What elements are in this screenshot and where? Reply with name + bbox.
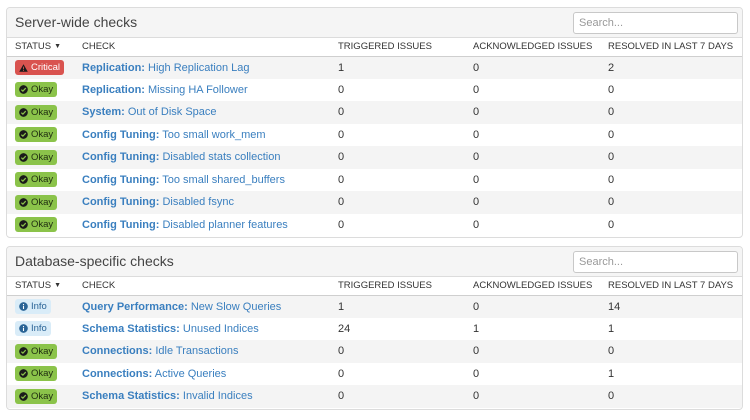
status-label: Okay [31,106,54,118]
check-category: Schema Statistics: [82,322,180,335]
caret-down-icon: ▼ [54,43,62,51]
table-row [7,146,743,169]
status-badge [15,172,57,187]
check-cell [82,169,338,192]
status-cell [7,56,82,79]
check-category: Config Tuning: [82,173,160,186]
column-header-resolved[interactable]: RESOLVED IN LAST 7 DAYS [608,277,743,295]
status-badge [15,344,57,359]
check-link[interactable] [82,106,217,118]
triggered-issues-cell: 24 [338,318,473,341]
check-cell [82,191,338,214]
status-cell [7,385,82,408]
column-header-triggered[interactable]: TRIGGERED ISSUES [338,277,473,295]
table-header-row [7,277,743,295]
check-link[interactable] [82,323,259,335]
resolved-issues-cell: 1 [608,318,743,341]
check-circle-icon [19,108,31,117]
check-name: Too small shared_buffers [162,173,285,186]
acknowledged-issues-cell: 0 [473,191,608,214]
status-badge [15,217,57,232]
resolved-issues-cell: 0 [608,340,743,363]
table-row [7,169,743,192]
resolved-issues-cell: 0 [608,124,743,147]
table-row [7,340,743,363]
column-header-status[interactable] [7,38,82,56]
table-row [7,124,743,147]
status-cell [7,295,82,318]
resolved-issues-cell: 0 [608,79,743,102]
resolved-issues-cell: 0 [608,385,743,408]
acknowledged-issues-cell: 0 [473,363,608,386]
check-category: Config Tuning: [82,151,160,164]
status-badge [15,321,51,336]
status-label: Info [31,301,47,312]
table-row [7,363,743,386]
check-link[interactable] [82,62,250,74]
check-name: Disabled fsync [162,196,234,209]
check-circle-icon [19,153,31,162]
triggered-issues-cell: 0 [338,79,473,102]
column-header-check[interactable]: CHECK [82,277,338,295]
panel-title: Server-wide checks [15,14,138,30]
search-input[interactable] [573,12,738,34]
check-name: Active Queries [154,367,227,380]
status-badge [15,150,57,165]
acknowledged-issues-cell: 0 [473,340,608,363]
check-category: Config Tuning: [82,128,160,141]
status-label: Okay [31,129,54,141]
status-cell [7,214,82,237]
search-input[interactable] [573,251,738,273]
status-label: Info [31,323,47,335]
check-cell [82,56,338,79]
status-badge [15,60,64,75]
status-label: Okay [31,345,54,357]
status-cell [7,363,82,386]
status-label: Okay [31,390,54,402]
check-category: Schema Statistics: [82,390,180,403]
check-category: Replication: [82,61,145,74]
check-category: Connections: [82,345,153,358]
resolved-issues-cell: 0 [608,169,743,192]
table-row [7,101,743,124]
triggered-issues-cell: 1 [338,295,473,318]
check-circle-icon [19,85,31,94]
column-header-status[interactable] [7,277,82,295]
check-name: Too small work_mem [162,128,266,141]
table-row [7,214,743,237]
column-header-check[interactable]: CHECK [82,38,338,56]
status-cell [7,101,82,124]
check-name: Unused Indices [182,322,259,335]
table-row [7,385,743,408]
check-category: Config Tuning: [82,196,160,209]
check-cell [82,101,338,124]
database-specific-checks-panel [6,246,743,410]
resolved-issues-cell: 1 [608,363,743,386]
acknowledged-issues-cell: 1 [473,318,608,341]
warning-triangle-icon [19,64,31,72]
status-label: Critical [31,62,61,73]
info-circle-icon [19,302,31,311]
status-label: Okay [31,196,54,208]
status-cell [7,79,82,102]
check-category: Config Tuning: [82,218,160,231]
column-header-triggered[interactable]: TRIGGERED ISSUES [338,38,473,56]
acknowledged-issues-cell: 0 [473,295,608,318]
table-header-row [7,38,743,56]
check-link[interactable] [82,174,285,186]
status-cell [7,318,82,341]
check-category: Replication: [82,83,145,96]
check-link[interactable] [82,151,280,163]
triggered-issues-cell: 0 [338,101,473,124]
status-label: Okay [31,151,54,163]
table-row [7,295,743,318]
check-cell [82,79,338,102]
status-cell [7,169,82,192]
triggered-issues-cell: 0 [338,340,473,363]
triggered-issues-cell: 1 [338,56,473,79]
checks-table [7,277,743,408]
table-row [7,79,743,102]
column-header-label: STATUS [15,41,52,53]
check-link[interactable] [82,368,226,380]
check-name: Disabled stats collection [162,151,281,164]
triggered-issues-cell: 0 [338,124,473,147]
status-badge [15,299,51,314]
check-name: Invalid Indices [182,390,253,403]
triggered-issues-cell: 0 [338,385,473,408]
status-label: Okay [31,219,54,231]
check-link[interactable] [82,129,266,141]
resolved-issues-cell: 0 [608,191,743,214]
table-row [7,318,743,341]
triggered-issues-cell: 0 [338,214,473,237]
status-label: Okay [31,174,54,186]
acknowledged-issues-cell: 0 [473,214,608,237]
check-cell [82,295,338,318]
status-badge [15,105,57,120]
check-link[interactable] [82,196,234,208]
acknowledged-issues-cell: 0 [473,124,608,147]
check-link[interactable] [82,84,248,96]
check-name: Missing HA Follower [148,83,248,96]
check-cell [82,214,338,237]
check-name: New Slow Queries [190,300,282,313]
status-cell [7,191,82,214]
acknowledged-issues-cell: 0 [473,56,608,79]
check-cell [82,146,338,169]
resolved-issues-cell: 14 [608,295,743,318]
check-cell [82,318,338,341]
resolved-issues-cell: 0 [608,101,743,124]
check-circle-icon [19,347,31,356]
status-badge [15,127,57,142]
check-circle-icon [19,130,31,139]
acknowledged-issues-cell: 0 [473,385,608,408]
resolved-issues-cell: 2 [608,56,743,79]
acknowledged-issues-cell: 0 [473,101,608,124]
status-badge [15,366,57,381]
check-circle-icon [19,392,31,401]
status-cell [7,146,82,169]
check-link[interactable] [82,345,239,357]
acknowledged-issues-cell: 0 [473,79,608,102]
check-cell [82,363,338,386]
panel-title: Database-specific checks [15,253,174,269]
triggered-issues-cell: 0 [338,146,473,169]
check-category: Connections: [82,367,153,380]
check-circle-icon [19,220,31,229]
column-header-resolved[interactable]: RESOLVED IN LAST 7 DAYS [608,38,743,56]
status-badge [15,195,57,210]
triggered-issues-cell: 0 [338,191,473,214]
check-link[interactable] [82,390,253,402]
check-circle-icon [19,198,31,207]
status-label: Okay [31,84,54,96]
status-cell [7,340,82,363]
status-badge [15,82,57,97]
check-name: Disabled planner features [162,218,288,231]
check-circle-icon [19,369,31,378]
check-category: System: [82,106,125,119]
column-header-acknowledged[interactable]: ACKNOWLEDGED ISSUES [473,38,608,56]
check-link[interactable] [82,219,288,231]
check-category: Query Performance: [82,300,188,313]
check-name: Out of Disk Space [127,106,217,119]
column-header-label: STATUS [15,280,52,292]
resolved-issues-cell: 0 [608,214,743,237]
check-link[interactable] [82,301,281,313]
info-circle-icon [19,324,31,333]
table-row [7,191,743,214]
panel-header [7,247,742,277]
acknowledged-issues-cell: 0 [473,169,608,192]
check-circle-icon [19,175,31,184]
table-row [7,56,743,79]
status-badge [15,389,57,404]
triggered-issues-cell: 0 [338,363,473,386]
check-name: High Replication Lag [148,61,250,74]
column-header-acknowledged[interactable]: ACKNOWLEDGED ISSUES [473,277,608,295]
check-cell [82,124,338,147]
server-wide-checks-panel [6,7,743,238]
check-cell [82,385,338,408]
status-cell [7,124,82,147]
triggered-issues-cell: 0 [338,169,473,192]
check-cell [82,340,338,363]
panel-header [7,8,742,38]
status-label: Okay [31,368,54,380]
caret-down-icon: ▼ [54,282,62,290]
check-name: Idle Transactions [155,345,239,358]
acknowledged-issues-cell: 0 [473,146,608,169]
checks-table [7,38,743,236]
resolved-issues-cell: 0 [608,146,743,169]
